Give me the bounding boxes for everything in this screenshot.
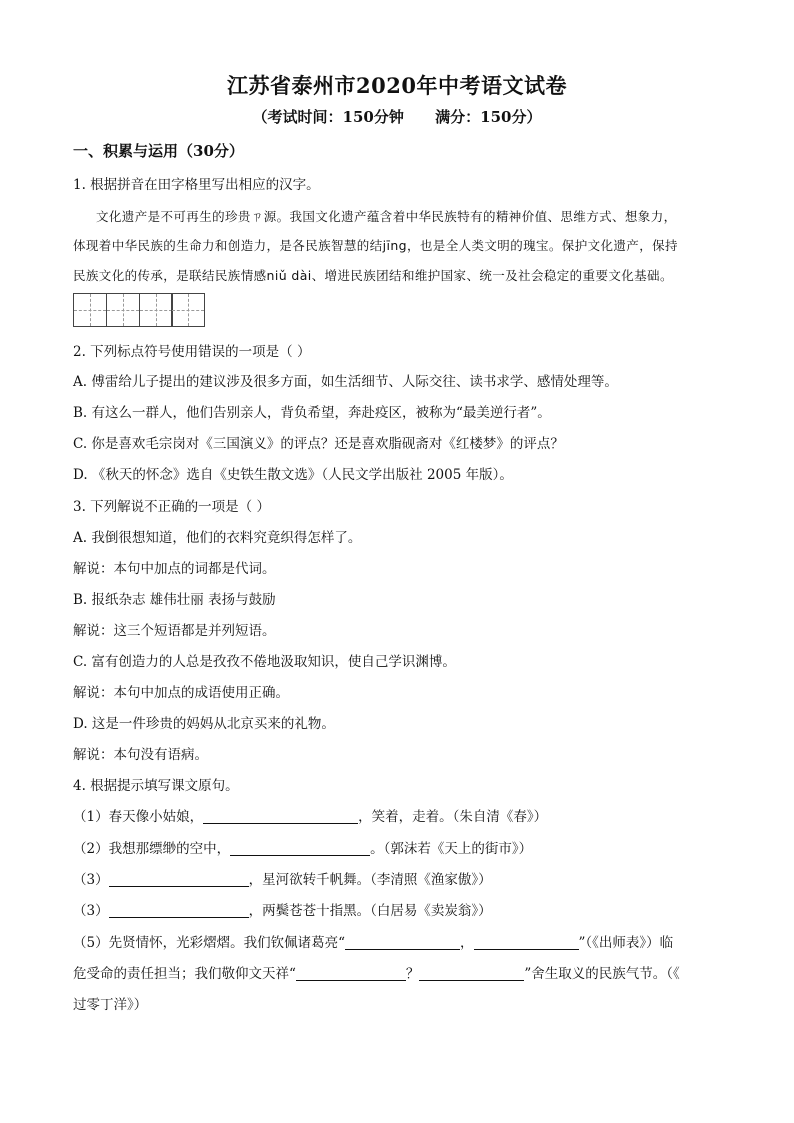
exam-title: 江苏省泰州市2020年中考语文试卷 [227, 73, 567, 98]
answer-blank[interactable] [419, 966, 524, 981]
q3-option-a: A. 我倒很想知道，他们的衣料究竟织得怎样了。 [73, 530, 362, 546]
q3-note-d: 解说：本句没有语病。 [73, 747, 208, 763]
q4-line-7: 过零丁洋》） [73, 997, 148, 1013]
q4-line-6-prefix: 危受命的责任担当；我们敬仰文天祥“ [73, 966, 296, 982]
q4-line-5-comma: ， [460, 935, 474, 951]
answer-blank[interactable] [230, 841, 370, 856]
q1-passage-line-1: 文化遗产是不可再生的珍贵ㄗ源。我国文化遗产蕴含着中华民族特有的精神价值、思维方式、想象力， [96, 209, 677, 224]
question-3-stem: 3. 下列解说不正确的一项是（ ） [73, 499, 270, 515]
q4-line-5-prefix: （5）先贤情怀，光彩熠熠。我们钦佩诸葛亮“ [73, 935, 345, 951]
q4-line-1-prefix: （1）春天像小姑娘， [73, 809, 204, 825]
q3-option-d: D. 这是一件珍贵的妈妈从北京买来的礼物。 [73, 716, 335, 732]
exam-subtitle: （考试时间：150分钟 满分：150分） [252, 108, 542, 126]
answer-blank[interactable] [296, 966, 406, 981]
q2-option-d: D. 《秋天的怀念》选自《史铁生散文选》（人民文学出版社 2005 年版）。 [73, 467, 513, 483]
section-heading: 一、积累与运用（30分） [73, 142, 244, 160]
q4-line-5-suffix: ”（《出师表》）临 [578, 935, 674, 951]
q4-line-2-suffix: 。（郭沫若《天上的街市》） [370, 841, 533, 857]
question-1-stem: 1. 根据拼音在田字格里写出相应的汉字。 [73, 177, 320, 193]
q4-line-5 [73, 931, 673, 951]
q2-option-a: A. 傅雷给儿子提出的建议涉及很多方面，如生活细节、人际交往、读书求学、感情处理等。 [73, 374, 618, 390]
q2-option-b: B. 有这么一群人，他们告别亲人，背负希望，奔赴疫区，被称为“最美逆行者”。 [73, 405, 551, 421]
q3-note-b: 解说：这三个短语都是并列短语。 [73, 623, 276, 639]
answer-blank[interactable] [203, 809, 358, 824]
tianzi-grid[interactable] [73, 293, 204, 327]
grid-cell[interactable] [73, 293, 107, 327]
q3-note-a: 解说：本句中加点的词都是代词。 [73, 561, 276, 577]
q4-line-3-suffix: ，星河欲转千帆舞。（李清照《渔家傲》） [248, 872, 492, 888]
q2-option-c: C. 你是喜欢毛宗岗对《三国演义》的评点？还是喜欢脂砚斋对《红楼梦》的评点？ [73, 436, 564, 452]
q4-line-6-suffix: ”舍生取义的民族气节。（《 [524, 966, 680, 982]
q4-line-1 [73, 805, 547, 825]
answer-blank[interactable] [109, 872, 249, 887]
answer-blank[interactable] [474, 935, 579, 950]
grid-cell[interactable] [139, 293, 173, 327]
q3-note-c: 解说：本句中加点的成语使用正确。 [73, 685, 289, 701]
question-4-stem: 4. 根据提示填写课文原句。 [73, 778, 239, 794]
answer-blank[interactable] [109, 903, 249, 918]
q1-passage-line-3: 民族文化的传承，是联结民族情感niǔ dài、增进民族团结和维护国家、统一及社会稳定的重要文化基础。 [73, 268, 673, 283]
question-2-stem: 2. 下列标点符号使用错误的一项是（ ） [73, 344, 311, 360]
grid-cell[interactable] [106, 293, 140, 327]
q3-option-b: B. 报纸杂志 雄伟壮丽 表扬与鼓励 [73, 592, 276, 608]
q3-option-c: C. 富有创造力的人总是孜孜不倦地汲取知识，使自己学识渊博。 [73, 654, 456, 670]
q4-line-6-mark: ？ [405, 966, 420, 982]
grid-cell[interactable] [171, 293, 205, 327]
q4-line-3-prefix: （3） [73, 872, 109, 888]
q4-line-3 [73, 868, 492, 888]
q1-passage-line-2: 体现着中华民族的生命力和创造力，是各民族智慧的结jīng，也是全人类文明的瑰宝。保护文化遗产，保持 [73, 238, 678, 253]
answer-blank[interactable] [345, 935, 460, 950]
q4-line-2 [73, 837, 532, 857]
q4-line-2-prefix: （2）我想那缥缈的空中， [73, 841, 231, 857]
q4-line-4-suffix: ，两鬓苍苍十指黑。（白居易《卖炭翁》） [248, 903, 492, 919]
q4-line-1-suffix: ，笑着，走着。（朱自清《春》） [358, 809, 548, 825]
q4-line-6 [73, 962, 680, 982]
q4-line-4 [73, 899, 492, 919]
q4-line-4-prefix: （3） [73, 903, 109, 919]
